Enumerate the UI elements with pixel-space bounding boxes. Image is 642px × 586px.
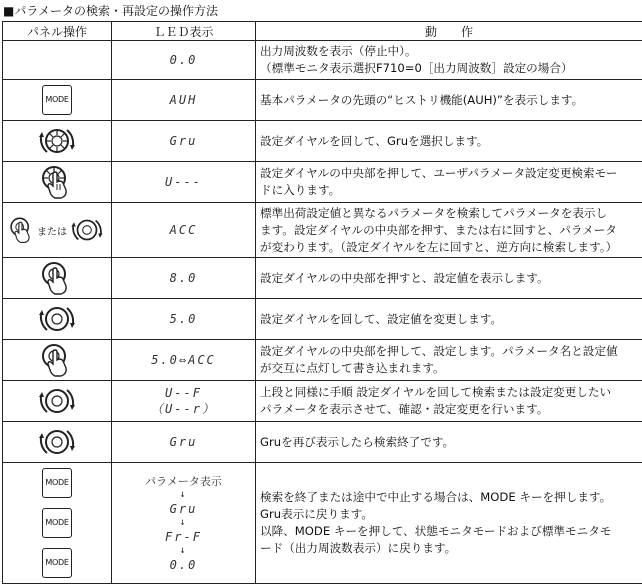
action-line: 設定ダイヤルを回して、設定値を変更します。 [260, 311, 502, 326]
action-line: 標準出荷設定値と異なるパラメータを検索してパラメータを表示し [260, 205, 608, 220]
table-row [3, 162, 642, 203]
action-line: ード（出力周波数表示）に戻ります。 [260, 541, 457, 555]
action-line: 以降、MODE キーを押して、状態モニタモードおよび標準モニタモ [260, 524, 612, 538]
down-arrow-icon: ↓ [179, 517, 188, 528]
table-row [3, 41, 642, 80]
down-arrow-icon: ↓ [179, 489, 188, 500]
action-line: ます。設定ダイヤルの中央部を押す、または右に回すと、パラメータ [260, 222, 617, 237]
mode-key-label: MODE [45, 558, 69, 567]
led-value: U--F [165, 385, 202, 400]
action-line: 設定ダイヤルの中央部を押して、ユーザパラメータ設定変更検索モー [260, 166, 618, 180]
rotate-dial-icon [35, 384, 79, 418]
action-line: 設定ダイヤルを回して、Gruを選択します。 [260, 133, 489, 148]
action-line: Gru表示に戻ります。 [260, 507, 373, 521]
action-cell [256, 381, 642, 422]
panel-cell [3, 381, 112, 422]
action-line: ドに入ります。 [260, 183, 341, 197]
press-dial-icon [39, 260, 75, 296]
led-cell [112, 381, 256, 422]
table-row [3, 463, 642, 584]
table-row [3, 121, 642, 162]
action-line: が変わります。（設定ダイヤルを左に回すと、逆方向に検索します。） [260, 239, 618, 254]
mode-key-label: MODE [45, 95, 69, 104]
led-cell: 5.0⇔ACC [112, 340, 256, 381]
action-line: 設定ダイヤルの中央部を押すと、設定値を表示します。 [260, 270, 549, 285]
action-line: （標準モニタ表示選択F710=0［出力周波数］設定の場合） [260, 61, 573, 75]
led-sequence-label: パラメータ表示 [145, 475, 222, 488]
panel-cell [3, 203, 112, 258]
action-line: 設定ダイヤルの中央部を押して、設定します。パラメータ名と設定値 [260, 344, 618, 358]
action-cell [256, 299, 642, 340]
led-value-alt: （U--r） [151, 401, 216, 416]
mode-key-icon [42, 468, 72, 498]
header-led: ＬＥＤ表示 [112, 22, 256, 41]
led-cell: 8.0 [112, 258, 256, 299]
action-cell [256, 121, 642, 162]
page-title: ■パラメータの検索・再設定の操作方法 [3, 4, 218, 18]
led-cell: ACC [112, 203, 256, 258]
operation-table [2, 21, 642, 584]
mode-key-icon [42, 85, 72, 115]
led-cell [112, 463, 256, 584]
down-arrow-icon: ↓ [179, 545, 188, 556]
press-dial-icon [8, 214, 36, 246]
led-cell: Gru [112, 121, 256, 162]
press-dial-icon [39, 342, 75, 378]
table-row [3, 203, 642, 258]
header-panel: パネル操作 [3, 22, 112, 41]
table-row [3, 422, 642, 463]
led-sequence-value: Gru [169, 502, 198, 516]
action-line: Gruを再び表示したら検索終了です。 [260, 434, 455, 449]
action-line: が交互に点灯して書き込まれます。 [260, 361, 445, 375]
panel-cell [3, 258, 112, 299]
action-cell [256, 203, 642, 258]
rotate-dial-icon [35, 425, 79, 459]
led-cell: U--- [112, 162, 256, 203]
panel-cell [3, 340, 112, 381]
action-line: パラメータを表示させて、確認・設定変更を行います。 [260, 402, 549, 416]
panel-cell [3, 80, 112, 121]
panel-cell [3, 463, 112, 584]
press-dial-icon [39, 164, 75, 200]
or-label: または [37, 226, 67, 238]
led-cell: 5.0 [112, 299, 256, 340]
led-cell: Gru [112, 422, 256, 463]
panel-cell [3, 41, 112, 80]
table-row [3, 80, 642, 121]
mode-key-label: MODE [45, 518, 69, 527]
mode-key-icon [42, 508, 72, 538]
panel-cell [3, 299, 112, 340]
mode-key-icon [42, 548, 72, 578]
action-line: 基本パラメータの先頭の“ヒストリ機能(AUH)”を表示します。 [260, 92, 584, 107]
action-cell [256, 258, 642, 299]
header-action: 動 作 [256, 22, 642, 41]
panel-cell [3, 121, 112, 162]
table-row [3, 258, 642, 299]
led-sequence-value: Fr-F [165, 530, 202, 544]
led-sequence-value: 0.0 [169, 558, 198, 572]
action-line: 出力周波数を表示（停止中）。 [260, 44, 417, 58]
action-line: 検索を終了または途中で中止する場合は、MODE キーを押します。 [260, 490, 612, 504]
action-line: 上段と同様に手順 設定ダイヤルを回して検索または設定変更したい [260, 385, 612, 399]
led-cell: 0.0 [112, 41, 256, 80]
led-cell: AUH [112, 80, 256, 121]
action-cell [256, 41, 642, 80]
table-row [3, 381, 642, 422]
panel-cell [3, 162, 112, 203]
rotate-dial-icon [35, 302, 79, 336]
rotate-dial-icon [35, 124, 79, 158]
action-cell [256, 340, 642, 381]
table-row [3, 340, 642, 381]
table-row [3, 299, 642, 340]
action-cell [256, 162, 642, 203]
mode-key-label: MODE [45, 478, 69, 487]
rotate-dial-icon [68, 214, 106, 246]
table-header-row [3, 22, 642, 41]
action-cell [256, 463, 642, 584]
action-cell [256, 422, 642, 463]
panel-cell [3, 422, 112, 463]
action-cell [256, 80, 642, 121]
